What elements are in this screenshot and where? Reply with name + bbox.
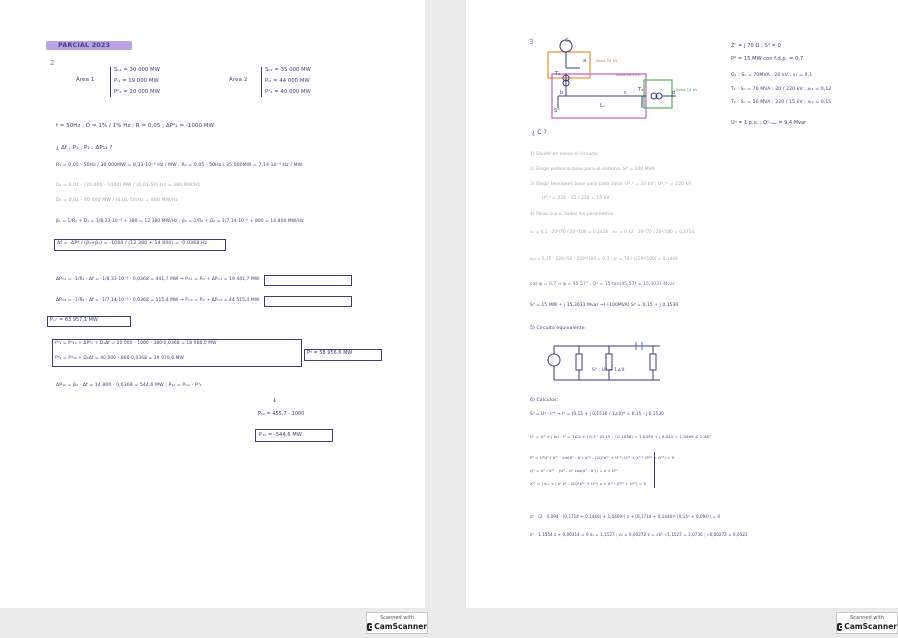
area1-line: Pᵈ₁ = 20 000 MW xyxy=(114,89,160,95)
area2-line: Pᵈ₂ = 40 000 MW xyxy=(265,89,311,95)
step-line: Sᵈ = 15 MW + j 15,3031 Mvar →(÷100MVA) Sᵈ = 0,15 + j 0,1530 xyxy=(530,303,679,308)
p12-result: P₁₂ = -544,6 MW xyxy=(259,432,302,438)
area2-line: Pᵢ₂ = 44 000 MW xyxy=(265,78,310,84)
step-line: cos φ = 0,7 → φ = 45,57° , Qᵈ = 15 tan(45,57) = 15,3031 Mvar xyxy=(530,282,675,287)
calc-line: R₁ = 0,05 · 50Hz / 30 000MW = 8,33·10⁻⁵ Hz / MW ; R₂ = 0,05 · 50Hz / 35 000MW = 7,14·10⁻⁵ Hz / MW xyxy=(56,163,303,168)
right-notebook-page xyxy=(466,0,898,608)
data-line: Uᵈ = 1 p.u. ; Qᴳₘₐₓ = 9,4 Mvar xyxy=(731,121,807,126)
formula-line: Pᵃ = UᵃUᶜ / Xᵃᶜ · sin(δᵃ - δᶜ) Uᵃ⁴ - (2QᵃXᵃᶜ + Uᶜ²) Uᵃ² + Xᵃᶜ² (Pᵃ² + Qᵃ²) = 0 xyxy=(530,455,675,460)
question: ¿ Δf , P₁ , P₂ , ΔP₁₂ ? xyxy=(56,145,113,151)
zone-box-green xyxy=(644,80,672,108)
step-line: 1) Dividir en zonas el circuito. xyxy=(530,152,599,157)
calc-line: β₁ = 1/R₁ + D₁ = 1/8,33·10⁻⁵ + 380 = 12 380 MW/Hz ; β₂ = 1/R₂ + D₂ = 1/7,14·10⁻⁵ + 800 = 14 800 MW/Hz xyxy=(56,219,304,224)
step-line: Uᶜ = Uᵈ + j xₜ₂ · Iᵈ = 1∠0 + j 0,3 · (0,15 - j 0,1530) = 1,0459 + j 0,045 = 1,0469 ∠ 2,46° xyxy=(530,434,712,439)
data-line: G₁ : Sₙ = 70MVA , 20 kV , x₁ = 0,1 xyxy=(731,73,813,78)
step-line: 3) Elegir tensiones base para cada zona: Uᴮ,ᵃ = 20 kV ; Uᴮ,ᵇᶜ = 220 kV xyxy=(530,182,692,187)
page-title: PARCIAL 2023 xyxy=(58,41,111,49)
pm-total: Pₘᵗ = 63 957,1 MW xyxy=(50,318,98,323)
circuit-label-d: d xyxy=(672,90,676,96)
circuit-label-line: L₁ xyxy=(600,103,606,109)
calc-line: Pᵈ₁ = Pᵈ₁₀ + ΔPᵈ₁ + D₁Δf = 20 000 - 1000 - 380·0,0368 = 18 986,0 MW xyxy=(55,341,217,346)
calc-line: ΔPₘ₁ = -1/R₁ · Δf = -1/8,33·10⁻⁵ · 0,0368 = 441,7 MW ⇒ Pₘ₁ = Pᵢ₁ + ΔPₘ₁ = 19 441,7 MW xyxy=(56,277,260,282)
calc-line: z² - (2 · 0,094 · (0,1714 + 0,1446) + 1,0469²) z + (0,1714 + 0,1446)² (0,15² + 0,094²) = 0 xyxy=(530,514,721,519)
circuit-label-g1: G₁ xyxy=(565,38,572,44)
calc-line: z² - 1,1554 z + 0,00314 = 0 z₁ = 1,1527 ; z₂ = 0,00272 z = √Uᵃ √1,1527 = 1,0736 ; √0,00272 = 0,0522 xyxy=(530,532,748,537)
scanned-with-text: Scanned with xyxy=(380,615,414,621)
zone-label-b: Zona 220 kV xyxy=(616,73,640,77)
zone-label-a: Zona 20 kV xyxy=(596,59,618,63)
area1-label: Àrea 1 xyxy=(76,77,95,83)
pd-total: Pᵈ = 58 956,6 MW xyxy=(307,351,353,356)
data-line: Żᴸ = j 70 Ω ; Sᵈ = 0 xyxy=(731,43,781,49)
formula-line: Qᵃ = Uᵃ / Xᵃᶜ · (Uᵃ - Uᶜ cos(δᵃ - δᶜ)) ↓ z = Uᵃ² xyxy=(530,468,618,473)
data-line: T₂ : Sₙ = 50 MVA ; 220 / 15 kV ; xₜ₂ = 0,15 xyxy=(731,100,832,105)
step-line: 5) Circuito equivalente: xyxy=(530,326,587,331)
circuit-label-load: Sᵈ xyxy=(554,108,560,114)
data-line: T₁ : Sₙ = 70 MVA ; 20 / 220 kV ; xₜ₁ = 0,12 xyxy=(731,87,832,92)
problem-number-2: 2 xyxy=(50,59,55,67)
area2-bracket xyxy=(261,67,262,97)
given-values: f = 50Hz ; D = 1% / 1% Hz ; R = 0,05 ; ΔPᵈ₁ = -1000 MW xyxy=(56,123,215,129)
circuit-label-t1: T₁ xyxy=(555,71,561,77)
area1-bracket xyxy=(110,67,111,97)
step-line: 6) Cálculos: xyxy=(530,398,559,403)
area1-line: Sₙ₁ = 30 000 MW xyxy=(114,67,160,73)
camscanner-brand: CamScanner xyxy=(374,622,427,631)
area1-line: Pᵢ₁ = 19 000 MW xyxy=(114,78,159,84)
camscanner-brand: CamScanner xyxy=(844,622,897,631)
eq-generator xyxy=(548,354,560,366)
camscanner-watermark-right xyxy=(836,612,898,634)
camscanner-logo-icon xyxy=(837,623,842,631)
eq-circuit-label: Sᵈ ; Uᵈ = 1∠0 xyxy=(592,368,625,373)
circuit-label-c: c xyxy=(624,90,627,96)
circuit-label-a: a xyxy=(583,58,587,64)
calc-line: Pᵈ₂ = Pᵈ₂₀ + D₂Δf = 40 000 - 800·0,0368 = 39 970,6 MW xyxy=(55,356,184,361)
pm1-box xyxy=(264,275,352,286)
circuit-diagram xyxy=(546,34,701,122)
step-line: Sᵈ = Uᵈ · Iᵈ* → Iᵈ = (0,15 + j 0,1530 / 1∠0)* = 0,15 - j 0,1530 xyxy=(530,411,664,416)
step-line: x₁ = 0,1 · 20²/70 / 20²/100 = 0,1428 ; xₜ₁ = 0,12 · 20²/70 / 20²/100 = 0,1714 xyxy=(530,229,695,234)
formula-line: Xᵃᶜ = j xₜ₁ + j xᴸ z² - (2QᵃXᵃᶜ + Uᶜ²) z + Xᵃᶜ² (Pᵃ² + Qᵃ²) = 0 xyxy=(530,481,647,486)
step-line: xₜ₂ = 0,15 · 220²/50 / 220²/100 = 0,3 ; xᴸ = 70 / (220²/100) = 0,1446 xyxy=(530,256,678,261)
question: ¿ C ? xyxy=(532,129,547,136)
calc-line: D₂ = 0,01 · 40 000 MW / (0,01·50)Hz = 800 MW/Hz xyxy=(56,198,178,203)
calc-line: D₁ = 0,01 · (20 000 - 1000) MW / (0,01·50) Hz = 380 MW/Hz xyxy=(56,183,201,188)
delta-f-result: Δf = -ΔPᵈ / (β₁+β₂) = -1000 / (12 380 + 14 800) = -0,0368 Hz xyxy=(57,241,208,246)
camscanner-logo-icon xyxy=(367,623,372,631)
step-line: 4) Pasar a p.u. todos los parámetros. xyxy=(530,212,615,217)
pm2-box xyxy=(264,296,352,307)
circuit-label-t2: T₂ xyxy=(638,87,644,93)
step-line: Uᴮ,ᵈ = 220 · 15 / 220 = 15 kV xyxy=(542,196,610,201)
problem-number-3: 3 xyxy=(529,38,534,46)
left-notebook-page xyxy=(0,0,425,608)
circuit-label-b: b xyxy=(560,90,564,96)
data-line: Pᵈ = 15 MW con f.d.p. = 0,7 xyxy=(731,56,804,62)
area2-line: Sₙ₂ = 35 000 MW xyxy=(265,67,311,73)
zone-label-c: Zona 15 kV xyxy=(676,88,698,92)
step-line: 2) Elegir potencia base para el sistema: Sᴮ = 100 MVA xyxy=(530,167,655,172)
scanned-with-text: Scanned with xyxy=(850,615,884,621)
equivalent-circuit xyxy=(540,336,690,386)
calc-line: ΔP₁₂ = β₂ · Δf = 14 800 · 0,0368 = 544,6 MW ; P₁₂ = Pₘ₁ - Pᵈ₁ xyxy=(56,383,202,388)
camscanner-watermark-left xyxy=(366,612,428,634)
calc-line: ΔPₘ₂ = -1/R₂ · Δf = -1/7,14·10⁻⁵ · 0,0368 = 515,4 MW ⇒ Pₘ₂ = Pᵢ₂ + ΔPₘ₂ = 44 515,4 MW xyxy=(56,298,260,303)
area2-label: Àrea 2 xyxy=(229,77,248,83)
calc-line: P₁₂ = 455,7 - 1000 xyxy=(258,412,305,417)
arrow-down: ↓ xyxy=(272,397,278,404)
